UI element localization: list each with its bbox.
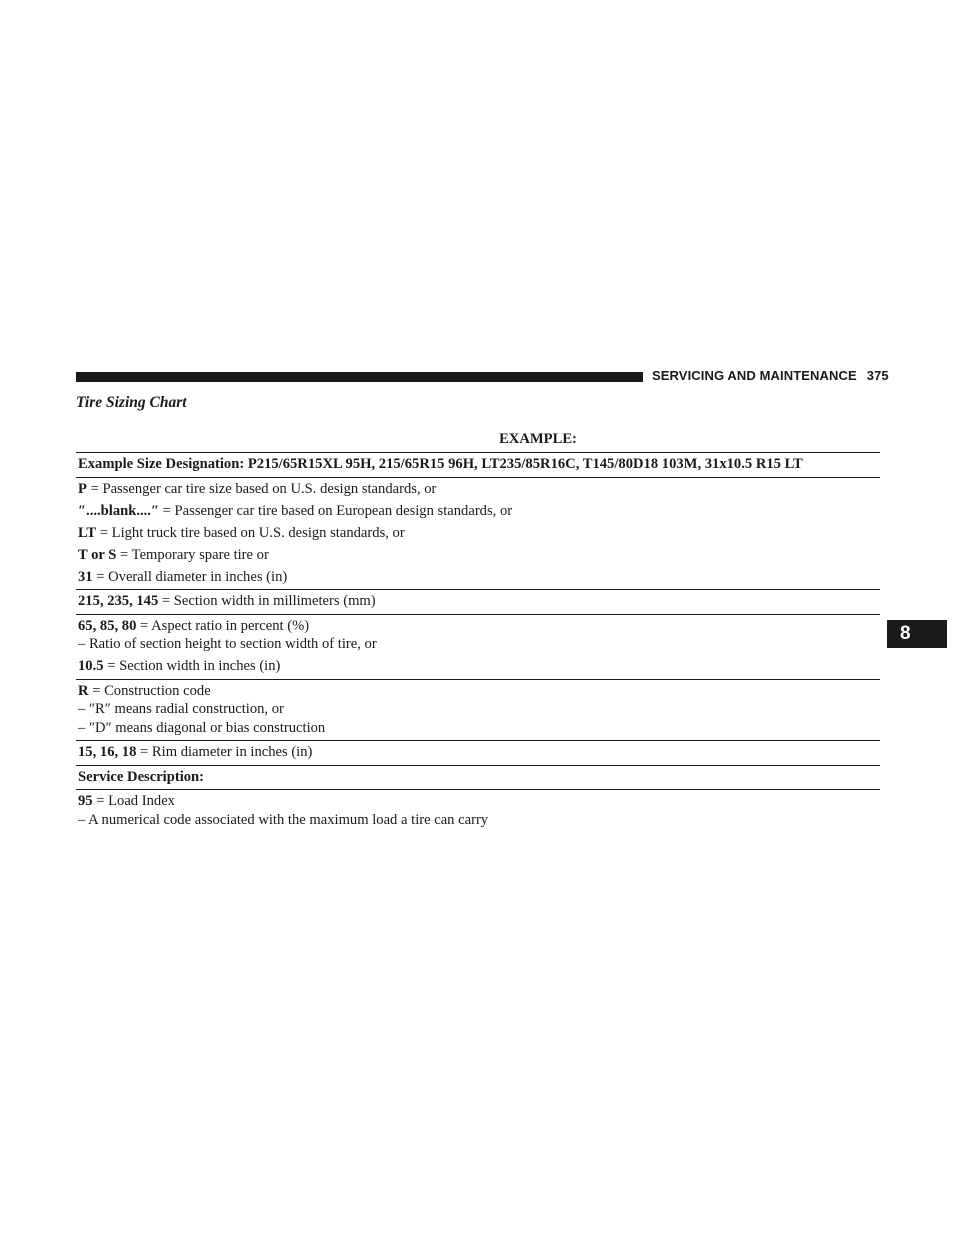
table-line: – A numerical code associated with the maximum load a tire can carry xyxy=(78,811,489,828)
table-line: P = Passenger car tire size based on U.S. design standards, or xyxy=(78,480,437,497)
size-designation-example: Example Size Designation: P215/65R15XL 95H, 215/65R15 96H, LT235/85R16C, T145/80D18 103M, 31x10.5 R15 LT xyxy=(78,456,803,472)
table-line: 215, 235, 145 = Section width in millimeters (mm) xyxy=(78,593,376,609)
table-line: Service Description: xyxy=(78,768,205,785)
table-row xyxy=(76,477,880,590)
table-line: – Ratio of section height to section width of tire, or xyxy=(78,636,377,652)
section-name: SERVICING AND MAINTENANCE xyxy=(652,368,857,383)
table-line: – ″R″ means radial construction, or xyxy=(78,701,284,717)
table-line: 10.5 = Section width in inches (in) xyxy=(78,658,281,674)
table-line: 65, 85, 80 = Aspect ratio in percent (%) xyxy=(78,617,310,634)
table-line: 95 = Load Index xyxy=(78,793,175,809)
table-line: T or S = Temporary spare tire or xyxy=(78,546,269,563)
running-header xyxy=(652,368,889,383)
table-line: ″....blank....″ = Passenger car tire based on European design standards, or xyxy=(78,502,513,519)
table-line: 31 = Overall diameter in inches (in) xyxy=(78,568,288,585)
table-row xyxy=(76,789,880,832)
page-number: 375 xyxy=(866,368,889,383)
table-row xyxy=(76,765,880,790)
table-line: 15, 16, 18 = Rim diameter in inches (in) xyxy=(78,744,313,760)
table-line: LT = Light truck tire based on U.S. design standards, or xyxy=(78,524,405,541)
table-line: – ″D″ means diagonal or bias construction xyxy=(78,719,326,736)
tire-sizing-table xyxy=(76,430,880,832)
table-caption: EXAMPLE: xyxy=(499,431,577,447)
table-row xyxy=(76,614,880,679)
table-line: R = Construction code xyxy=(78,682,211,699)
table-row xyxy=(76,589,880,614)
section-title: Tire Sizing Chart xyxy=(76,394,187,411)
chapter-tab: 8 xyxy=(887,620,947,648)
table-header-row xyxy=(76,452,880,477)
header-rule xyxy=(76,372,643,382)
table-row xyxy=(76,679,880,741)
table-row xyxy=(76,740,880,765)
